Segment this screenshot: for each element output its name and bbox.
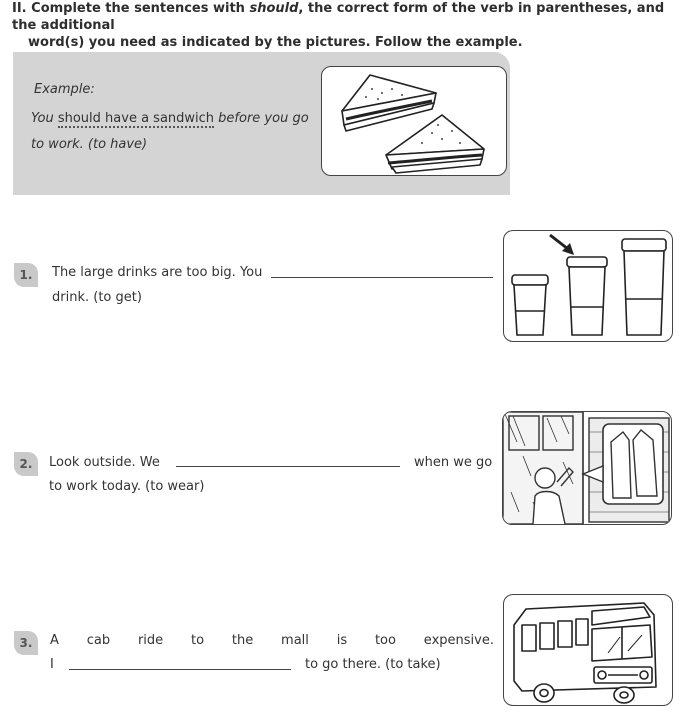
question-3-word: to bbox=[190, 633, 205, 648]
question-2-line1b: when we go bbox=[414, 455, 493, 470]
rain-window-icon bbox=[503, 412, 671, 524]
question-number-badge: 2. bbox=[14, 452, 38, 476]
bus-image bbox=[503, 594, 673, 706]
question-3-word: A bbox=[50, 633, 59, 648]
question-2-line1a: Look outside. We bbox=[49, 455, 160, 470]
question-1-line1: The large drinks are too big. You bbox=[52, 265, 263, 280]
question-2-answer-blank[interactable] bbox=[176, 466, 400, 467]
question-3-word: mall bbox=[281, 633, 309, 648]
example-box bbox=[13, 52, 510, 195]
question-2-line2: to work today. (to wear) bbox=[49, 479, 205, 494]
section-number: II. bbox=[12, 1, 27, 16]
example-label: Example: bbox=[34, 82, 95, 97]
sandwich-icon bbox=[322, 67, 506, 175]
question-3-answer-blank[interactable] bbox=[69, 669, 291, 670]
question-1-answer-blank[interactable] bbox=[271, 277, 493, 278]
instructions-part1: Complete the sentences with bbox=[31, 1, 250, 16]
question-3-line2a: I bbox=[50, 657, 54, 672]
question-number-badge: 1. bbox=[14, 263, 38, 287]
question-3-word: the bbox=[231, 633, 254, 648]
question-number-badge: 3. bbox=[14, 631, 38, 655]
example-line2: to work. (to have) bbox=[31, 137, 148, 152]
question-3-word: is bbox=[336, 633, 348, 648]
question-3-word: too bbox=[374, 633, 396, 648]
instructions bbox=[12, 0, 692, 51]
arrow-icon bbox=[550, 235, 568, 249]
coffee-cups-icon bbox=[504, 231, 672, 341]
raincoat-image bbox=[502, 411, 672, 525]
coffee-cups-image bbox=[503, 230, 673, 342]
example-answer: should have a sandwich bbox=[57, 111, 215, 126]
question-3-line2b: to go there. (to take) bbox=[305, 657, 441, 672]
instructions-line2: word(s) you need as indicated by the pictures. Follow the example. bbox=[28, 35, 523, 50]
example-line1 bbox=[31, 111, 309, 126]
instructions-part2: , the correct form of the verb in parentheses, and the additional bbox=[12, 1, 665, 33]
question-3-line1 bbox=[50, 633, 494, 648]
instructions-should: should bbox=[249, 1, 299, 16]
bus-icon bbox=[504, 595, 672, 705]
question-3-word: expensive. bbox=[423, 633, 494, 648]
example-text-b: before you go bbox=[214, 111, 309, 126]
question-3-word: ride bbox=[137, 633, 164, 648]
example-text-a: You bbox=[31, 111, 58, 126]
question-1-line2: drink. (to get) bbox=[52, 290, 142, 305]
question-3-word: cab bbox=[86, 633, 111, 648]
sandwich-image bbox=[321, 66, 507, 176]
